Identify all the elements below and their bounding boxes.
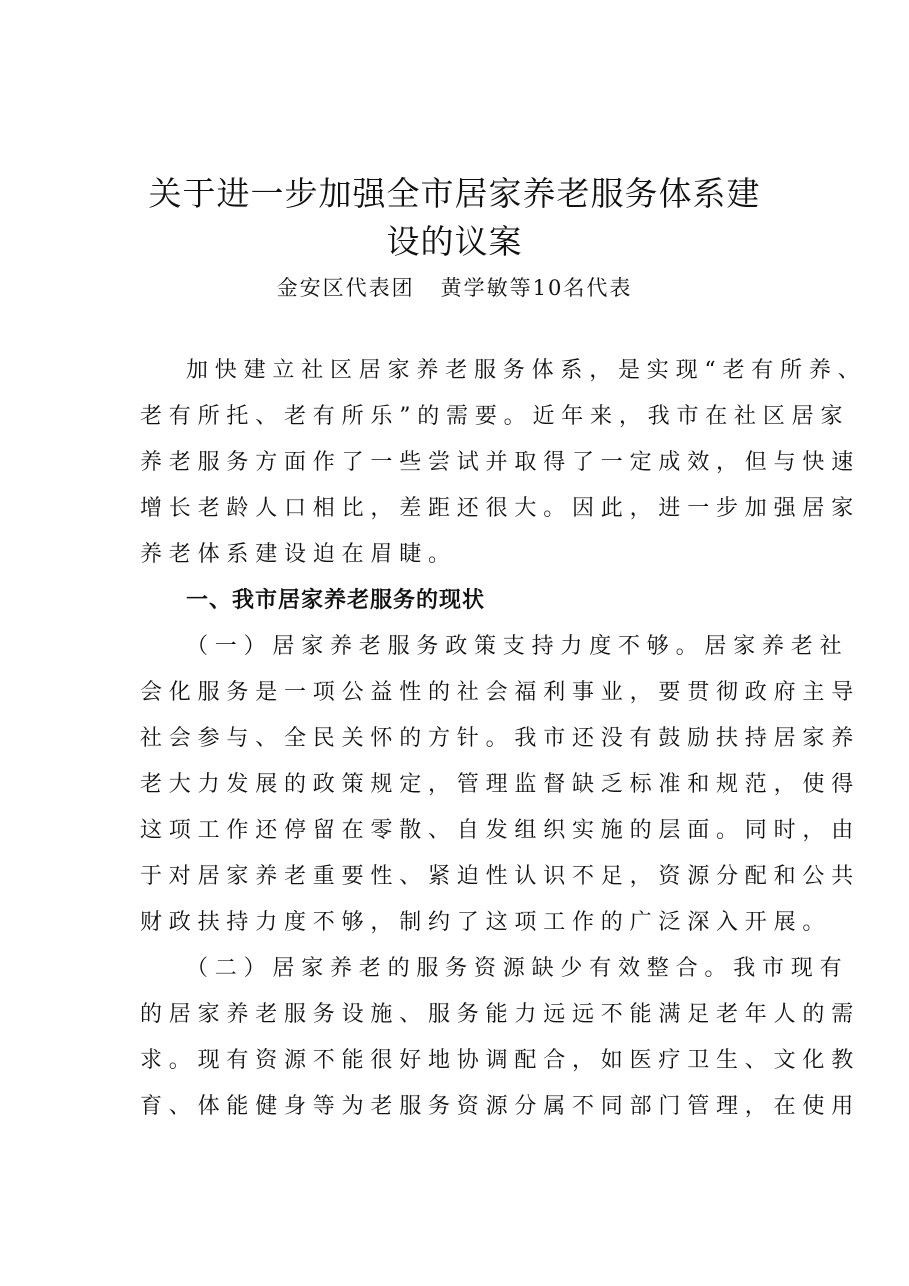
paragraph-line: 这项工作还停留在零散、自发组织实施的层面。同时，由 bbox=[140, 818, 861, 843]
paragraph-line: 会化服务是一项公益性的社会福利事业，要贯彻政府主导 bbox=[140, 680, 861, 705]
paragraph-line: 养老体系建设迫在眉睫。 bbox=[140, 542, 457, 567]
paragraph-line: 加快建立社区居家养老服务体系，是实现“老有所养、 bbox=[186, 358, 867, 383]
paragraph-line: 老有所托、老有所乐”的需要。近年来，我市在社区居家 bbox=[140, 404, 850, 429]
paragraph-line: 育、体能健身等为老服务资源分属不同部门管理，在使用 bbox=[140, 1094, 861, 1119]
paragraph-line: 老大力发展的政策规定，管理监督缺乏标准和规范，使得 bbox=[140, 772, 861, 797]
paragraph-line: （二）居家养老的服务资源缺少有效整合。我市现有 bbox=[186, 956, 849, 981]
paragraph-line: 于对居家养老重要性、紧迫性认识不足，资源分配和公共 bbox=[140, 864, 861, 889]
document-byline bbox=[120, 268, 789, 308]
paragraph-line: 财政扶持力度不够，制约了这项工作的广泛深入开展。 bbox=[140, 910, 832, 935]
paragraph-line: （一）居家养老服务政策支持力度不够。居家养老社 bbox=[186, 634, 849, 659]
paragraph-line: 养老服务方面作了一些尝试并取得了一定成效，但与快速 bbox=[140, 450, 861, 475]
document-title-line-1: 关于进一步加强全市居家养老服务体系建 bbox=[148, 174, 761, 213]
document-title-line-2: 设的议案 bbox=[386, 222, 523, 261]
section-heading: 一、我市居家养老服务的现状 bbox=[186, 588, 486, 613]
representatives: 黄学敏等10名代表 bbox=[440, 276, 633, 300]
paragraph-line: 增长老龄人口相比，差距还很大。因此，进一步加强居家 bbox=[140, 496, 861, 521]
paragraph-line: 求。现有资源不能很好地协调配合，如医疗卫生、文化教 bbox=[140, 1048, 861, 1073]
proposer-delegation: 金安区代表团 bbox=[276, 276, 415, 300]
paragraph-line: 社会参与、全民关怀的方针。我市还没有鼓励扶持居家养 bbox=[140, 726, 861, 751]
paragraph-line: 的居家养老服务设施、服务能力远远不能满足老年人的需 bbox=[140, 1002, 861, 1027]
